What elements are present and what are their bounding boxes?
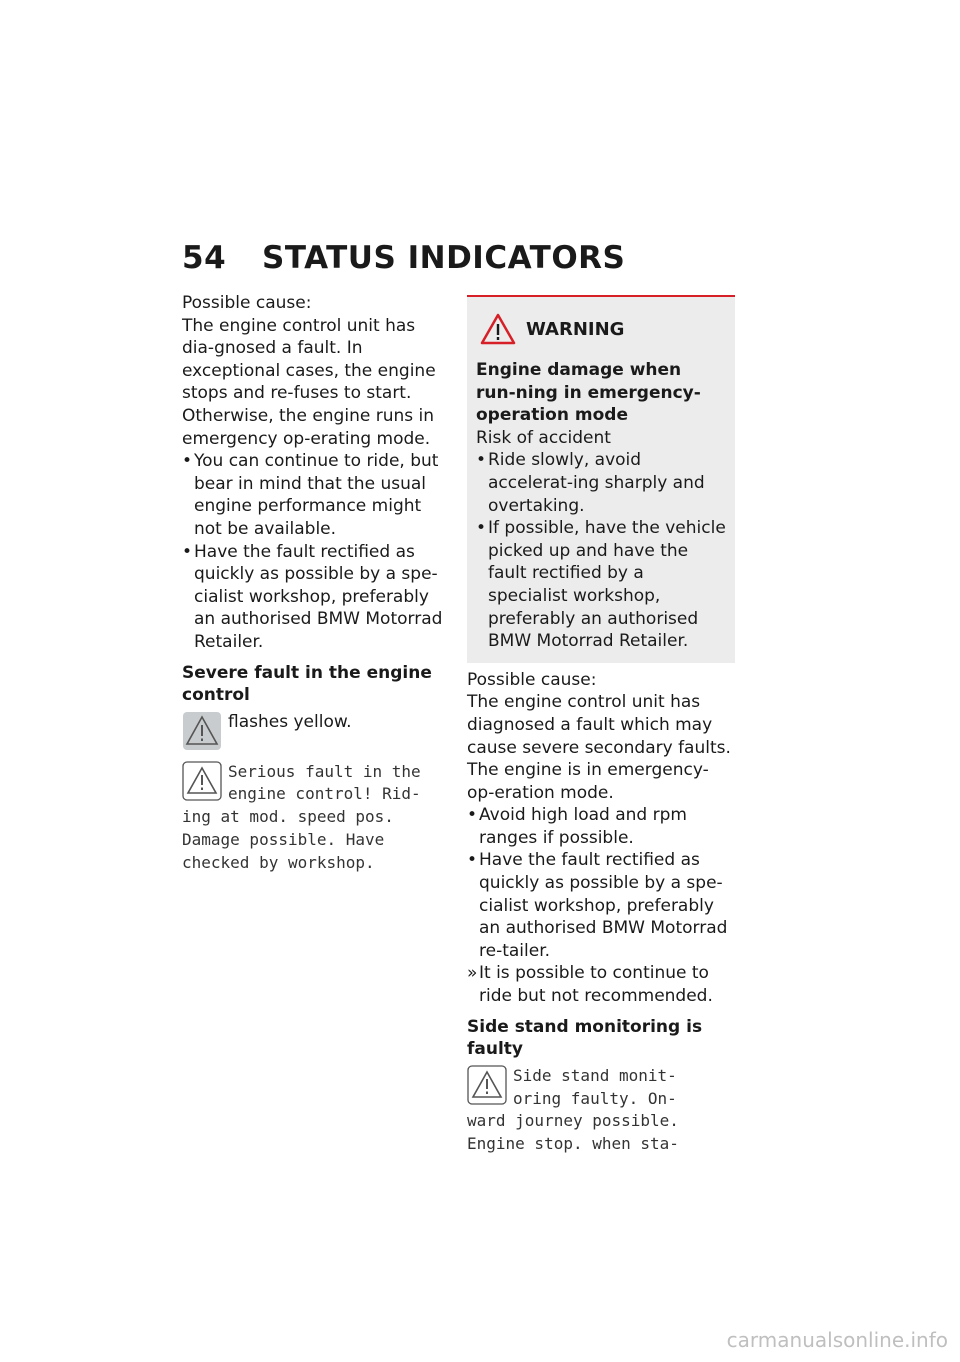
cause-text: The engine control unit has diagnosed a fault which may cause severe secondary faults. The engine is in emergency-op-eration mode. bbox=[467, 692, 731, 803]
right-column bbox=[467, 295, 735, 1156]
side-stand-heading: Side stand monitoring is faulty bbox=[467, 1016, 703, 1060]
warning-triangle-icon bbox=[467, 1065, 507, 1105]
result-list bbox=[467, 962, 735, 1007]
cause-text: The engine control unit has dia-gnosed a fault. In exceptional cases, the engine stops and re-fuses to start. Otherwise, the engine runs in emergency op-erating mode. bbox=[182, 315, 436, 449]
list-item: • Ride slowly, avoid accelerat-ing sharply and overtaking. bbox=[476, 449, 726, 517]
warning-label: WARNING bbox=[526, 318, 625, 340]
list-item: • Avoid high load and rpm ranges if possible. bbox=[467, 804, 735, 849]
display-text-line: Engine stop. when sta- bbox=[467, 1134, 679, 1154]
bullet-list bbox=[182, 450, 450, 653]
left-column bbox=[182, 292, 450, 875]
display-text-line: oring faulty. On- bbox=[513, 1088, 677, 1108]
display-text-line: Serious fault in the bbox=[228, 761, 421, 781]
indicator-row bbox=[182, 711, 450, 751]
flash-text: flashes yellow. bbox=[228, 711, 352, 732]
warning-risk: Risk of accident bbox=[476, 427, 611, 448]
list-item: • You can continue to ride, but bear in mind that the usual engine performance might not be available. bbox=[182, 450, 450, 540]
display-message-block bbox=[182, 761, 450, 875]
cause-label: Possible cause: bbox=[467, 669, 597, 690]
display-text-line: ward journey possible. bbox=[467, 1111, 679, 1131]
display-text-line: checked by workshop. bbox=[182, 852, 375, 872]
list-item: • If possible, have the vehicle picked up and have the fault rectified by a specialist workshop, preferably an authorised BMW Motorrad Retailer. bbox=[476, 517, 726, 653]
display-message-block bbox=[467, 1065, 735, 1156]
bullet-list bbox=[467, 804, 735, 962]
page-header bbox=[182, 240, 625, 276]
warning-box bbox=[467, 295, 735, 663]
warning-triangle-icon bbox=[182, 761, 222, 801]
display-text-line: Side stand monit- bbox=[513, 1065, 677, 1085]
display-row bbox=[182, 761, 450, 807]
display-text-line: Damage possible. Have bbox=[182, 830, 385, 850]
warning-title: Engine damage when run-ning in emergency-operation mode bbox=[476, 360, 701, 426]
display-text-line: engine control! Rid- bbox=[228, 784, 421, 804]
list-item: • Have the fault rectified as quickly as possible by a spe-cialist workshop, preferably an authorised BMW Motorrad Retailer. bbox=[182, 541, 450, 654]
warning-light-yellow-icon bbox=[182, 711, 222, 751]
warning-header bbox=[476, 313, 726, 345]
warning-triangle-icon bbox=[480, 313, 516, 345]
display-row bbox=[467, 1065, 735, 1111]
warning-bullet-list bbox=[476, 449, 726, 652]
watermark: carmanualsonline.info bbox=[726, 1328, 948, 1352]
section-title: STATUS INDICATORS bbox=[262, 240, 626, 276]
result-item: » It is possible to continue to ride but not recommended. bbox=[467, 962, 735, 1007]
cause-label: Possible cause: bbox=[182, 293, 312, 313]
list-item: • Have the fault rectified as quickly as possible by a spe-cialist workshop, preferably an authorised BMW Motorrad re-tailer. bbox=[467, 849, 735, 962]
page-number: 54 bbox=[182, 240, 227, 276]
severe-fault-heading: Severe fault in the engine control bbox=[182, 662, 432, 706]
display-text-line: ing at mod. speed pos. bbox=[182, 807, 394, 827]
